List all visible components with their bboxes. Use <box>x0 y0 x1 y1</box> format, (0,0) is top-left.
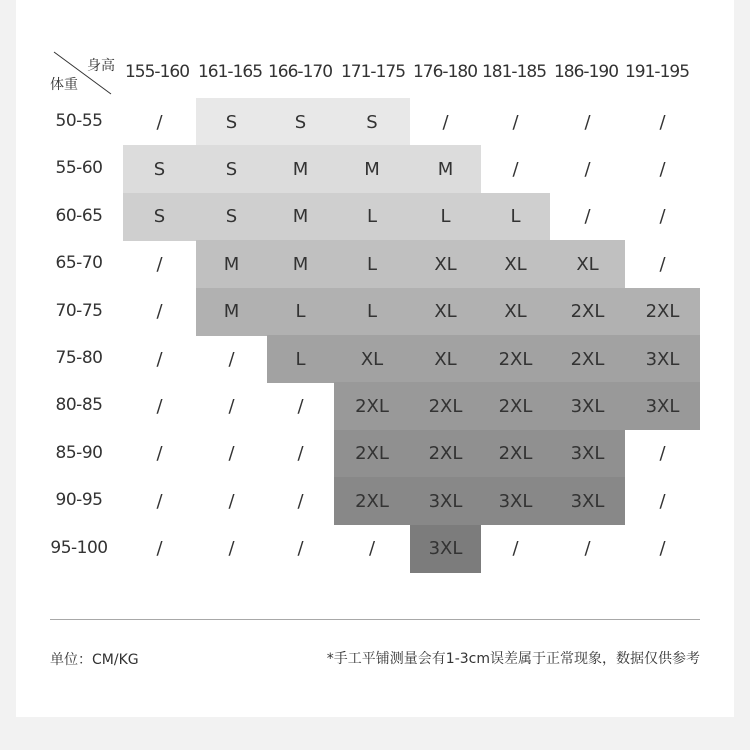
empty-size-cell: / <box>659 490 666 512</box>
size-cell: XL <box>410 240 481 288</box>
size-cell: 3XL <box>550 430 625 478</box>
height-column-header: 181-185 <box>481 62 547 82</box>
size-cell: 2XL <box>481 430 550 478</box>
empty-size-cell: / <box>659 253 666 275</box>
weight-row-header: 75-80 <box>55 348 103 368</box>
size-cell: S <box>196 193 267 241</box>
size-cell: L <box>334 193 410 241</box>
size-cell: XL <box>410 335 481 383</box>
empty-size-cell: / <box>659 158 666 180</box>
empty-size-cell: / <box>659 538 666 560</box>
empty-size-cell: / <box>156 538 163 560</box>
size-cell: 3XL <box>550 382 625 430</box>
size-cell: 2XL <box>550 288 625 336</box>
empty-size-cell: / <box>659 206 666 228</box>
height-column-header: 191-195 <box>624 62 690 82</box>
size-cell: M <box>410 145 481 193</box>
size-cell: XL <box>334 335 410 383</box>
footer-divider <box>50 619 700 620</box>
size-cell: 3XL <box>481 477 550 525</box>
empty-size-cell: / <box>442 111 449 133</box>
size-cell: M <box>267 145 334 193</box>
size-cell: S <box>123 193 196 241</box>
empty-size-cell: / <box>228 443 235 465</box>
size-cell: S <box>267 98 334 146</box>
weight-row-header: 95-100 <box>50 537 108 558</box>
size-cell: L <box>334 240 410 288</box>
weight-row-header: 60-65 <box>55 205 103 226</box>
height-column-header: 155-160 <box>124 62 190 82</box>
height-column-header: 176-180 <box>412 62 478 82</box>
weight-row-header: 80-85 <box>55 395 103 416</box>
empty-size-cell: / <box>156 348 163 370</box>
size-cell: 2XL <box>334 477 410 525</box>
weight-row-header: 85-90 <box>55 442 103 463</box>
size-cell: S <box>334 98 410 146</box>
empty-size-cell: / <box>584 538 591 560</box>
empty-size-cell: / <box>228 348 235 370</box>
empty-size-cell: / <box>228 395 235 417</box>
size-cell: L <box>481 193 550 241</box>
size-cell: 3XL <box>625 382 700 430</box>
size-cell: L <box>334 288 410 336</box>
empty-size-cell: / <box>228 538 235 560</box>
size-cell: 3XL <box>410 477 481 525</box>
height-column-header: 161-165 <box>197 62 263 82</box>
size-cell: S <box>196 98 267 146</box>
size-cell: 2XL <box>410 382 481 430</box>
height-column-header: 171-175 <box>340 62 406 82</box>
size-cell: 3XL <box>550 477 625 525</box>
empty-size-cell: / <box>156 443 163 465</box>
size-cell: XL <box>481 288 550 336</box>
empty-size-cell: / <box>368 538 376 560</box>
size-cell: S <box>123 145 196 193</box>
size-cell: L <box>267 288 334 336</box>
size-cell: 2XL <box>481 382 550 430</box>
size-cell: M <box>267 240 334 288</box>
empty-size-cell: / <box>512 158 519 180</box>
height-column-header: 166-170 <box>267 62 333 82</box>
weight-row-header: 90-95 <box>55 490 103 511</box>
size-cell: 2XL <box>334 430 410 478</box>
size-cell: M <box>196 240 267 288</box>
size-cell: 2XL <box>481 335 550 383</box>
empty-size-cell: / <box>512 538 519 560</box>
size-cell: 2XL <box>550 335 625 383</box>
size-cell: XL <box>481 240 550 288</box>
size-cell: M <box>267 193 334 241</box>
empty-size-cell: / <box>156 490 163 512</box>
size-cell: 3XL <box>410 525 481 573</box>
empty-size-cell: / <box>659 111 666 133</box>
table-corner-header <box>50 50 113 96</box>
empty-size-cell: / <box>659 443 666 465</box>
empty-size-cell: / <box>297 395 304 417</box>
size-cell: L <box>267 335 334 383</box>
empty-size-cell: / <box>297 443 304 465</box>
empty-size-cell: / <box>156 111 163 133</box>
size-cell: L <box>410 193 481 241</box>
weight-row-header: 55-60 <box>55 158 103 179</box>
size-cell: 2XL <box>410 430 481 478</box>
weight-row-header: 65-70 <box>55 253 103 274</box>
empty-size-cell: / <box>297 538 304 560</box>
empty-size-cell: / <box>512 111 519 133</box>
height-column-header: 186-190 <box>553 62 619 82</box>
size-cell: XL <box>550 240 625 288</box>
weight-row-header: 50-55 <box>55 111 103 131</box>
empty-size-cell: / <box>297 490 304 512</box>
height-axis-label: 身高 <box>87 58 115 74</box>
size-cell: 2XL <box>625 288 700 336</box>
empty-size-cell: / <box>584 111 591 133</box>
unit-label: 单位：CM/KG <box>50 652 139 668</box>
size-cell: 3XL <box>625 335 700 383</box>
size-cell: M <box>196 288 267 336</box>
empty-size-cell: / <box>584 206 591 228</box>
size-cell: S <box>196 145 267 193</box>
empty-size-cell: / <box>584 158 591 180</box>
empty-size-cell: / <box>156 395 163 417</box>
measurement-note: *手工平铺测量会有1-3cm误差属于正常现象，数据仅供参考 <box>326 651 700 667</box>
size-cell: M <box>334 145 410 193</box>
weight-row-header: 70-75 <box>55 300 103 321</box>
size-cell: XL <box>410 288 481 336</box>
empty-size-cell: / <box>228 490 235 512</box>
weight-axis-label: 体重 <box>50 77 78 93</box>
empty-size-cell: / <box>156 253 163 275</box>
size-cell: 2XL <box>334 382 410 430</box>
empty-size-cell: / <box>156 301 163 323</box>
